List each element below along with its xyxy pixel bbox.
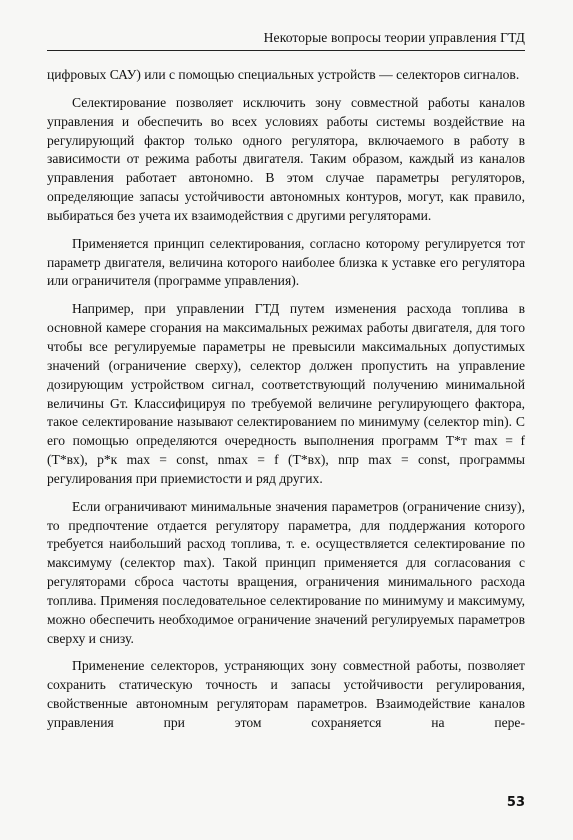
- page-body: [47, 66, 525, 742]
- paragraph-1: цифровых САУ) или с помощью специальных устройств — селекторов сигналов.: [47, 67, 520, 82]
- paragraph-2: Селектирование позволяет исключить зону совместной работы каналов управления и обеспечить во всех условиях работы системы воздействие на регулирующий фактор только одного регулятора, включаемого в работу в зависимости от режима работы двигателя. Таким образом, каждый из каналов управления работает автономно. В этом случае параметры регуляторов, определяющие запасы устойчивости автономных контуров, могут, как правило, выбираться без учета их взаимодействия с другими регуляторами.: [47, 94, 525, 223]
- page-number: 53: [506, 795, 525, 810]
- header-rule: [47, 50, 525, 51]
- paragraph-3: Применяется принцип селектирования, согласно которому регулируется тот параметр двигателя, величина которого наиболее близка к уставке его регулятора или ограничителя (программе управления).: [47, 235, 525, 289]
- paragraph-6: Применение селекторов, устраняющих зону совместной работы, позволяет сохранить статическую точность и запасы устойчивости регулирования, свойственные автономным регуляторам параметров. Взаимодействие каналов управления при этом сохраняется на пере-: [47, 658, 525, 730]
- paragraph-5: Если ограничивают минимальные значения параметров (ограничение снизу), то предпочтение отдается регулятору параметра, для поддержания которого требуется наибольший расход топлива, т. е. осуществляется селектирование по максимуму (селектор max). Такой принцип применяется для согласования с регуляторами сброса частоты вращения, ограничения минимального расхода топлива. Применяя последовательное селектирование по минимуму и максимуму, можно обеспечить необходимое ограничение значений регулируемых параметров сверху и снизу.: [47, 498, 525, 646]
- paragraph-4: Например, при управлении ГТД путем изменения расхода топлива в основной камере сгорания на максимальных режимах работы двигателя, для того чтобы все регулируемые параметры не превысили максимальных допустимых значений (ограничение сверху), селектор должен пропустить на управление дозирующим устройством сигнал, соответствующий получению минимальной величины Gт. Классифицируя по требуемой величине регулирующего фактора, такое селектирование называют селектированием по минимуму (селектор min). С его помощью определяются очередность выполнения программ T*т max = f (T*вх), p*к max = const, nmax = f (T*вх), nпр max = const, программы регулирования при приемистости и ряд других.: [47, 301, 525, 486]
- running-header: Некоторые вопросы теории управления ГТД: [263, 30, 525, 45]
